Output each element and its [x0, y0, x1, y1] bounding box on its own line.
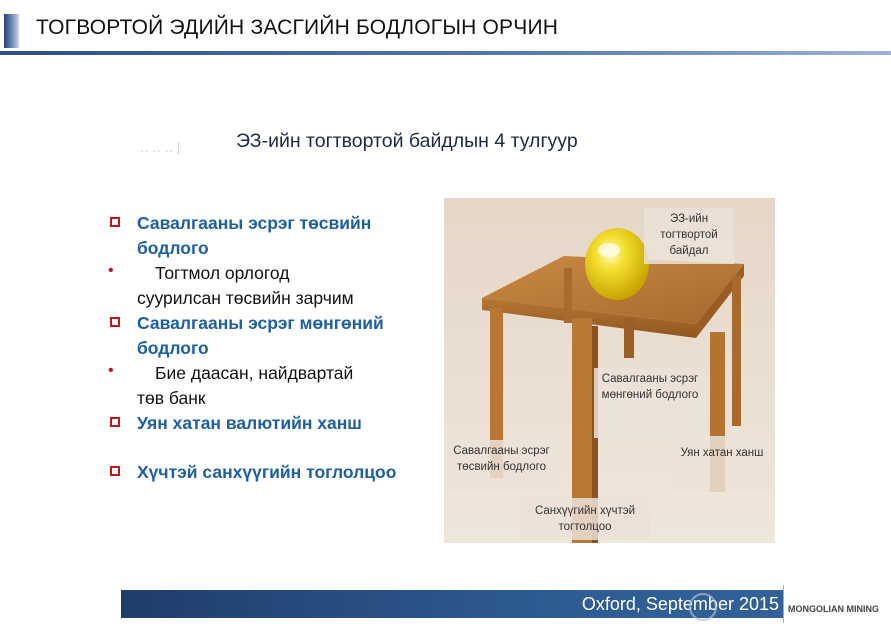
footer-divider	[783, 585, 784, 623]
dot-bullet-icon: •	[108, 362, 114, 379]
bullet-heading	[108, 411, 428, 436]
bullet-spacer	[108, 436, 428, 460]
label-monetary-policy: Савалгааны эсрэг мөнгөний бодлого	[594, 368, 706, 438]
footer-bar	[121, 590, 783, 618]
checkbox-bullet-icon	[110, 317, 120, 327]
table-illustration	[444, 198, 775, 543]
bullet-text: Хүчтэй санхүүгийн тоглолцоо	[137, 462, 397, 482]
dot-bullet-icon: •	[108, 262, 114, 279]
bullet-text: Уян хатан валютийн ханш	[137, 413, 362, 433]
subtitle-ghost-mark: ‥ ‥ ‥ ¦	[140, 140, 181, 155]
label-financial-system: Санхүүгийн хүчтэй тогтолцоо	[520, 498, 650, 540]
bullet-heading	[108, 460, 428, 485]
slide-subtitle: ЭЗ-ийн тогтвортой байдлын 4 тулгуур	[236, 130, 578, 152]
page-title: ТОГВОРТОЙ ЭДИЙН ЗАСГИЙН БОДЛОГЫН ОРЧИН	[36, 16, 559, 39]
bullet-text: Савалгааны эсрэг төсвийн бодлого	[137, 213, 372, 258]
checkbox-bullet-icon	[110, 466, 120, 476]
logo-circle-icon	[689, 593, 717, 621]
title-underline	[0, 51, 891, 55]
checkbox-bullet-icon	[110, 217, 120, 227]
title-bar	[0, 0, 891, 56]
logo-text: MONGOLIAN MINING	[788, 604, 879, 614]
bullet-text: Тогтмол орлогод	[155, 263, 290, 283]
bullet-point	[108, 361, 428, 411]
bullet-heading	[108, 311, 428, 361]
label-fiscal-policy: Савалгааны эсрэг төсвийн бодлого	[444, 440, 559, 492]
bullet-text-continuation: төв банк	[137, 388, 206, 408]
checkbox-bullet-icon	[110, 417, 120, 427]
bullet-text-continuation: суурилсан төсвийн зарчим	[137, 288, 354, 308]
bullet-heading	[108, 211, 428, 261]
bullet-point	[108, 261, 428, 311]
bullet-list	[108, 211, 428, 485]
bullet-text: Бие даасан, найдвартай	[155, 363, 354, 383]
footer-text: Oxford, September 2015	[581, 594, 779, 614]
label-stability: ЭЗ-ийн тогтвортой байдал	[644, 208, 734, 264]
bullet-text: Савалгааны эсрэг мөнгөний бодлого	[137, 313, 384, 358]
label-flexible-rate: Уян хатан ханш	[672, 436, 772, 492]
title-accent-block	[4, 14, 19, 48]
